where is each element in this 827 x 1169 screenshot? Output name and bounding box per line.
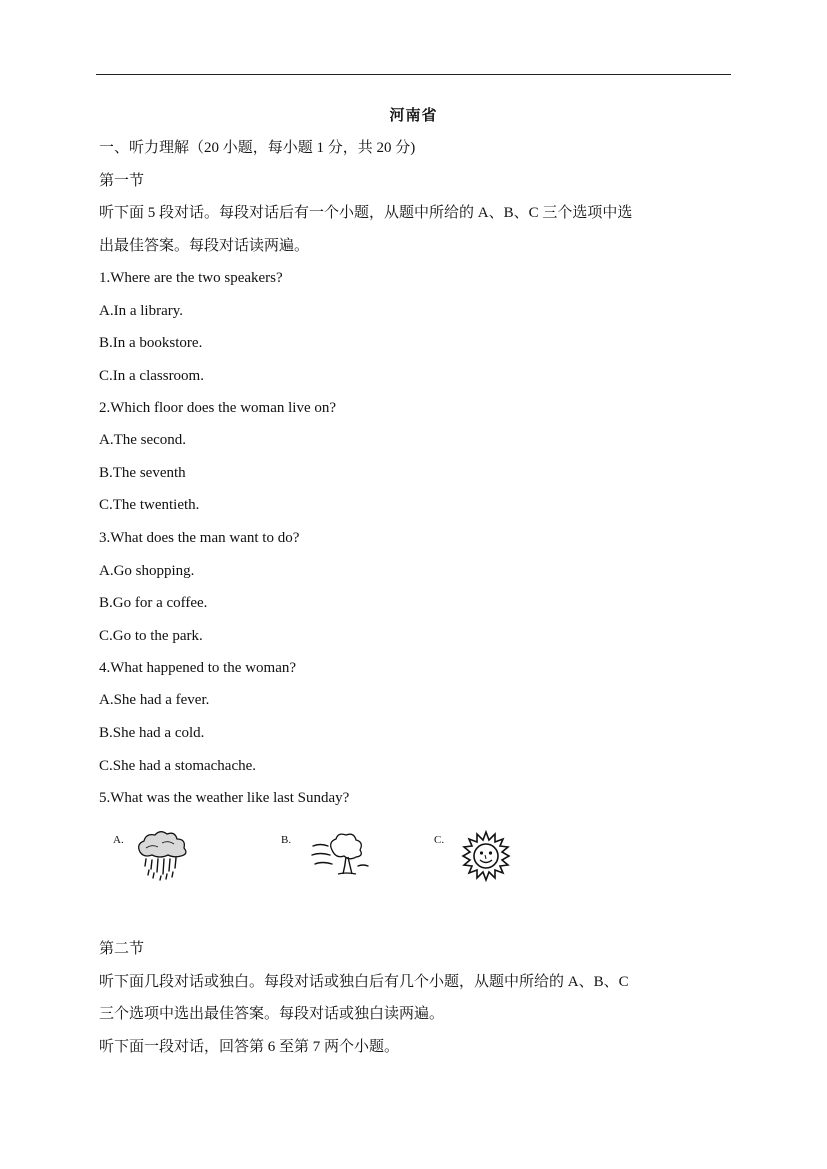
part1-instructions-line1: 听下面 5 段对话。每段对话后有一个小题，从题中所给的 A、B、C 三个选项中选 <box>99 205 633 221</box>
sun-face-icon <box>460 830 512 882</box>
picture-option-b-label: B. <box>281 834 292 846</box>
question-1-option-c: C.In a classroom. <box>99 368 204 384</box>
question-4-option-b: B.She had a cold. <box>99 725 205 741</box>
question-3-option-b: B.Go for a coffee. <box>99 595 208 611</box>
question-4: 4.What happened to the woman? <box>99 660 297 676</box>
question-3-option-c: C.Go to the park. <box>99 628 203 644</box>
part2-instructions-line2: 三个选项中选出最佳答案。每段对话或独白读两遍。 <box>99 1006 445 1022</box>
picture-option-a-label: A. <box>113 834 124 846</box>
question-2-option-a: A.The second. <box>99 432 187 448</box>
question-4-option-c: C.She had a stomachache. <box>99 758 257 774</box>
part2-subinstruction: 听下面一段对话，回答第 6 至第 7 两个小题。 <box>99 1039 400 1055</box>
question-3-option-a: A.Go shopping. <box>99 563 195 579</box>
page-title: 河南省 <box>389 108 438 124</box>
windy-tree-icon <box>310 828 370 882</box>
picture-option-c-label: C. <box>434 834 445 846</box>
question-5-picture-options <box>0 828 827 888</box>
part1-heading: 第一节 <box>99 173 145 189</box>
question-2: 2.Which floor does the woman live on? <box>99 400 337 416</box>
question-1-option-a: A.In a library. <box>99 303 183 319</box>
question-2-option-b: B.The seventh <box>99 465 186 481</box>
part2-instructions-line1: 听下面几段对话或独白。每段对话或独白后有几个小题，从题中所给的 A、B、C <box>99 974 629 990</box>
rain-cloud-icon <box>134 828 192 882</box>
part1-instructions-line2: 出最佳答案。每段对话读两遍。 <box>99 238 310 254</box>
question-3: 3.What does the man want to do? <box>99 530 300 546</box>
question-4-option-a: A.She had a fever. <box>99 692 210 708</box>
header-rule <box>96 74 731 75</box>
question-2-option-c: C.The twentieth. <box>99 497 200 513</box>
section-heading: 一、听力理解（20 小题，每小题 1 分，共 20 分) <box>99 140 416 156</box>
question-5: 5.What was the weather like last Sunday? <box>99 790 350 806</box>
question-1: 1.Where are the two speakers? <box>99 270 283 286</box>
question-1-option-b: B.In a bookstore. <box>99 335 203 351</box>
part2-heading: 第二节 <box>99 941 145 957</box>
